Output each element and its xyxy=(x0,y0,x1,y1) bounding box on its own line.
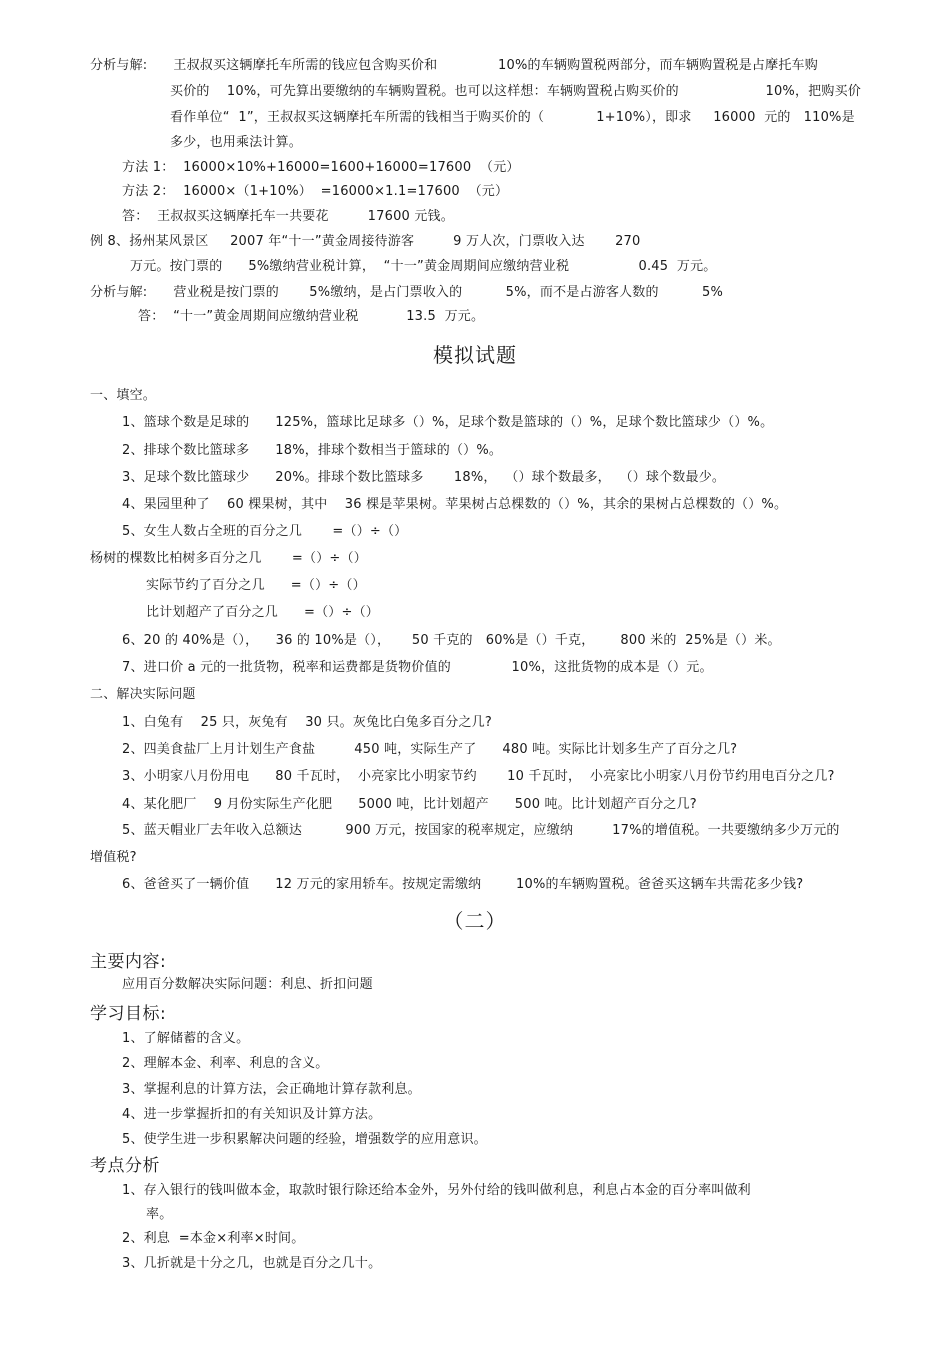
fill-question-3: 3、足球个数比篮球少 20%。排球个数比篮球多 18%， （）球个数最多， （）球个数最少。 xyxy=(122,470,726,485)
learning-goals-heading: 学习目标: xyxy=(90,1004,167,1024)
fill-question-4: 4、果园里种了 60 棵果树，其中 36 棵是苹果树。苹果树占总棵数的（）%，其余的果树占总棵数的（）%。 xyxy=(122,497,788,512)
exam-point-2: 2、利息 =本金×利率×时间。 xyxy=(122,1231,305,1246)
analysis-line-3: 看作单位“ 1”，王叔叔买这辆摩托车所需的钱相当于购买价的（ 1+10%），即求 16000 元的 110%是 xyxy=(170,110,855,125)
main-content-heading: 主要内容: xyxy=(90,952,167,972)
analysis-line-4: 多少，也用乘法计算。 xyxy=(170,135,303,150)
fill-question-5: 5、女生人数占全班的百分之几 =（）÷（） xyxy=(122,524,408,539)
method-1: 方法 1： 16000×10%+16000=1600+16000=17600 （元） xyxy=(122,160,520,175)
analysis-line-1: 分析与解: 王叔叔买这辆摩托车所需的钱应包含购买价和 10%的车辆购置税两部分，而车辆购置税是占摩托车购 xyxy=(90,58,818,73)
practical-question-1: 1、白兔有 25 只，灰兔有 30 只。灰兔比白兔多百分之几? xyxy=(122,715,492,730)
practical-question-3: 3、小明家八月份用电 80 千瓦时， 小亮家比小明家节约 10 千瓦时， 小亮家比小明家八月份节约用电百分之几? xyxy=(122,769,835,784)
section-practical: 二、解决实际问题 xyxy=(90,687,196,702)
exam-point-1: 1、存入银行的钱叫做本金，取款时银行除还给本金外，另外付给的钱叫做利息，利息占本金的百分率叫做利 xyxy=(122,1183,751,1198)
exam-point-3: 3、几折就是十分之几，也就是百分之几十。 xyxy=(122,1256,382,1271)
fill-question-7: 7、进口价 a 元的一批货物，税率和运费都是货物价值的 10%，这批货物的成本是（）元。 xyxy=(122,660,713,675)
example-8-line-1: 例 8、扬州某风景区 2007 年“十一”黄金周接待游客 9 万人次，门票收入达 270 xyxy=(90,234,641,249)
example-8-line-2: 万元。按门票的 5%缴纳营业税计算， “十一”黄金周期间应缴纳营业税 0.45 万元。 xyxy=(130,259,717,274)
fill-question-6: 6、20 的 40%是（）， 36 的 10%是（）， 50 千克的 60%是（）千克， 800 米的 25%是（）米。 xyxy=(122,633,781,648)
practical-question-6: 6、爸爸买了一辆价值 12 万元的家用轿车。按规定需缴纳 10%的车辆购置税。爸爸买这辆车共需花多少钱? xyxy=(122,877,804,892)
practical-question-5: 5、蓝天帽业厂去年收入总额达 900 万元，按国家的税率规定，应缴纳 17%的增值税。一共要缴纳多少万元的 xyxy=(122,823,840,838)
mock-test-title: 模拟试题 xyxy=(433,343,517,367)
exam-points-heading: 考点分析 xyxy=(90,1156,160,1176)
goal-3: 3、掌握利息的计算方法，会正确地计算存款利息。 xyxy=(122,1082,421,1097)
goal-2: 2、理解本金、利率、利息的含义。 xyxy=(122,1056,329,1071)
fill-question-5c: 比计划超产了百分之几 =（）÷（） xyxy=(146,605,379,620)
fill-question-1: 1、篮球个数是足球的 125%，篮球比足球多（）%，足球个数是篮球的（）%，足球个数比篮球少（）%。 xyxy=(122,415,774,430)
practical-question-4: 4、某化肥厂 9 月份实际生产化肥 5000 吨，比计划超产 500 吨。比计划超产百分之几? xyxy=(122,797,697,812)
section-fill-blank: 一、填空。 xyxy=(90,388,157,403)
main-content-text: 应用百分数解决实际问题：利息、折扣问题 xyxy=(122,977,373,992)
analysis-line-2: 买价的 10%，可先算出要缴纳的车辆购置税。也可以这样想：车辆购置税占购买价的 10%，把购买价 xyxy=(170,84,861,99)
goal-4: 4、进一步掌握折扣的有关知识及计算方法。 xyxy=(122,1107,382,1122)
practical-question-5-cont: 增值税? xyxy=(90,850,137,865)
practical-question-2: 2、四美食盐厂上月计划生产食盐 450 吨，实际生产了 480 吨。实际比计划多生产了百分之几? xyxy=(122,742,738,757)
goal-1: 1、了解储蓄的含义。 xyxy=(122,1031,250,1046)
exam-point-1-cont: 率。 xyxy=(146,1207,173,1222)
part-two-title: （二） xyxy=(443,909,507,933)
fill-question-2: 2、排球个数比篮球多 18%，排球个数相当于篮球的（）%。 xyxy=(122,443,503,458)
method-2: 方法 2： 16000×（1+10%） =16000×1.1=17600 （元） xyxy=(122,184,509,199)
goal-5: 5、使学生进一步积累解决问题的经验，增强数学的应用意识。 xyxy=(122,1132,487,1147)
example-8-analysis: 分析与解: 营业税是按门票的 5%缴纳，是占门票收入的 5%，而不是占游客人数的 5% xyxy=(90,285,724,300)
answer-7: 答： 王叔叔买这辆摩托车一共要花 17600 元钱。 xyxy=(122,209,454,224)
fill-question-5a: 杨树的棵数比柏树多百分之几 =（）÷（） xyxy=(90,551,367,566)
example-8-answer: 答： “十一”黄金周期间应缴纳营业税 13.5 万元。 xyxy=(138,309,485,324)
fill-question-5b: 实际节约了百分之几 =（）÷（） xyxy=(146,578,366,593)
